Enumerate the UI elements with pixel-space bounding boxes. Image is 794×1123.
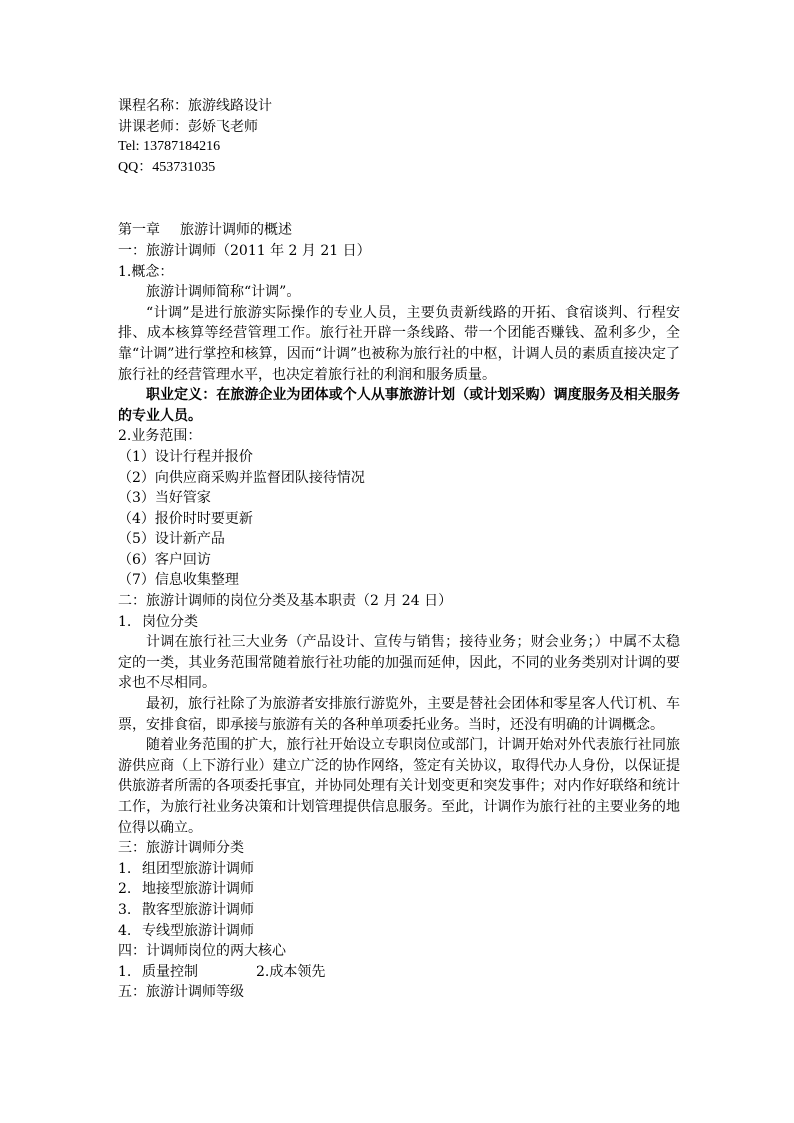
section2-heading: 二：旅游计调师的岗位分类及基本职责（2 月 24 日） <box>118 593 453 610</box>
chapter-number: 第一章 <box>118 222 160 239</box>
planner-type-2 <box>118 879 680 900</box>
section1-heading: 一：旅游计调师（2011 年 2 月 21 日） <box>118 242 371 259</box>
core-items <box>118 962 680 983</box>
concept-heading: 1.概念： <box>118 263 174 280</box>
core-item-quality: 质量控制 <box>142 963 198 980</box>
scope-item-3: （3）当好管家 <box>118 490 211 507</box>
list-label: 地接型旅游计调师 <box>142 881 254 898</box>
list-number: 1. <box>118 860 132 877</box>
list-number: 3. <box>118 901 132 918</box>
core-item-cost: 2.成本领先 <box>256 963 326 980</box>
chapter-name: 旅游计调师的概述 <box>180 222 292 239</box>
scope-item-5: （5）设计新产品 <box>118 531 225 548</box>
list-label: 散客型旅游计调师 <box>142 901 254 918</box>
chapter-title <box>118 220 680 241</box>
list-number: 2. <box>118 881 132 898</box>
scope-item-7: （7）信息收集整理 <box>118 572 239 589</box>
section2-subheading <box>118 612 680 633</box>
planner-type-4 <box>118 921 680 942</box>
spacer <box>118 178 680 220</box>
scope-item-2: （2）向供应商采购并监督团队接待情况 <box>118 469 365 486</box>
planner-type-1 <box>118 859 680 880</box>
planner-type-3 <box>118 900 680 921</box>
list-number: 1. <box>118 963 132 980</box>
section4-heading: 四：计调师岗位的两大核心 <box>118 943 286 960</box>
section2-paragraph-2: 最初，旅行社除了为旅游者安排旅行游览外，主要是替社会团体和零星客人代订机、车票，安排食宿，即承接与旅游有关的各种单项委托业务。当时，还没有明确的计调概念。 <box>118 696 680 733</box>
qq-line: QQ：453731035 <box>118 159 216 175</box>
scope-item-1: （1）设计行程并报价 <box>118 448 253 465</box>
list-label: 组团型旅游计调师 <box>142 860 254 877</box>
concept-paragraph-1: 旅游计调师简称“计调”。 <box>146 284 301 301</box>
list-label: 专线型旅游计调师 <box>142 922 254 939</box>
job-definition: 职业定义：在旅游企业为团体或个人从事旅游计划（或计划采购）调度服务及相关服务的专业人员。 <box>118 387 680 424</box>
section5-heading: 五：旅游计调师等级 <box>118 984 244 1001</box>
scope-item-4: （4）报价时时要更新 <box>118 510 253 527</box>
section3-heading: 三：旅游计调师分类 <box>118 840 244 857</box>
subheading-label: 岗位分类 <box>142 613 198 630</box>
subheading-number: 1. <box>118 613 132 630</box>
list-number: 4. <box>118 922 132 939</box>
scope-item-6: （6）客户回访 <box>118 551 211 568</box>
teacher-name: 讲课老师：彭娇飞老师 <box>118 118 258 135</box>
concept-paragraph-2: “计调”是进行旅游实际操作的专业人员，主要负责新线路的开拓、食宿谈判、行程安排、成本核算等经营管理工作。旅行社开辟一条线路、带一个团能否赚钱、盈利多少，全靠“计调”进行掌控和核算，因而“计调”也被称为旅行社的中枢，计调人员的素质直接决定了旅行社的经营管理水平，也决定着旅行社的利润和服务质量。 <box>118 304 680 383</box>
scope-heading: 2.业务范围： <box>118 428 202 445</box>
tel-line: Tel: 13787184216 <box>118 139 221 155</box>
section2-paragraph-1: 计调在旅行社三大业务（产品设计、宣传与销售；接待业务；财会业务；）中属不太稳定的一类，其业务范围常随着旅行社功能的加强而延伸，因此，不同的业务类别对计调的要求也不尽相同。 <box>118 634 680 692</box>
course-name: 课程名称：旅游线路设计 <box>118 98 272 114</box>
section2-paragraph-3: 随着业务范围的扩大，旅行社开始设立专职岗位或部门，计调开始对外代表旅行社同旅游供应商（上下游行业）建立广泛的协作网络，签定有关协议，取得代办人身份，以保证提供旅游者所需的各项委托事宜，并协同处理有关计划变更和突发事件；对内作好联络和统计工作，为旅行社业务决策和计划管理提供信息服务。至此，计调作为旅行社的主要业务的地位得以确立。 <box>118 737 680 836</box>
document-page <box>118 96 680 1003</box>
